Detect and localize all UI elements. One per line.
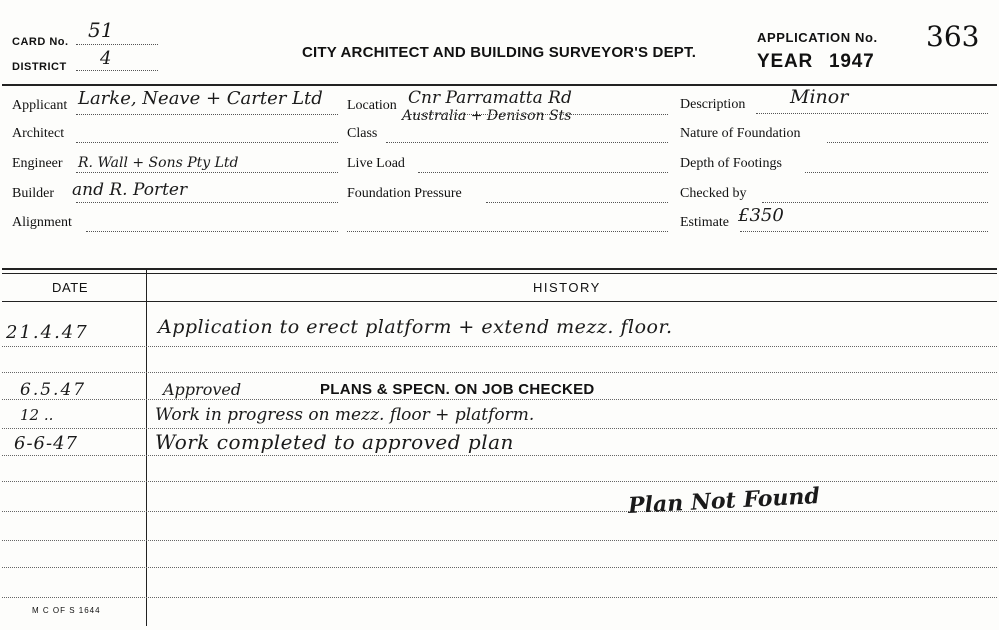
- district-value: 4: [100, 48, 112, 69]
- nature-of-foundation-label: Nature of Foundation: [680, 126, 801, 141]
- history-header: HISTORY: [533, 280, 601, 295]
- history-date: 12 ..: [20, 406, 54, 424]
- builder-value: and R. Porter: [72, 180, 188, 200]
- history-entry: Application to erect platform + extend mezz. floor.: [158, 316, 673, 338]
- year-label: YEAR: [757, 51, 813, 72]
- location-value-2: Australia + Denison Sts: [402, 108, 572, 124]
- card-no-value: 51: [88, 18, 114, 42]
- applicant-value: Larke, Neave + Carter Ltd: [78, 88, 323, 109]
- engineer-value: R. Wall + Sons Pty Ltd: [78, 155, 239, 171]
- applicant-label: Applicant: [12, 98, 68, 113]
- history-date: 21.4.47: [6, 322, 89, 343]
- date-header: DATE: [52, 280, 89, 295]
- architect-label: Architect: [12, 126, 65, 141]
- engineer-label: Engineer: [12, 156, 63, 171]
- plans-checked-stamp: PLANS & SPECN. ON JOB CHECKED: [320, 381, 595, 398]
- estimate-value: £350: [738, 205, 784, 226]
- location-label: Location: [347, 98, 397, 113]
- builder-label: Builder: [12, 186, 54, 201]
- history-top-rule: [2, 268, 997, 270]
- estimate-label: Estimate: [680, 215, 729, 230]
- dept-title: CITY ARCHITECT AND BUILDING SURVEYOR'S DEPT.: [302, 44, 697, 61]
- history-entry: Approved: [163, 380, 242, 399]
- history-date: 6-6-47: [14, 433, 78, 454]
- history-entry: Work completed to approved plan: [155, 430, 514, 454]
- foundation-pressure-label: Foundation Pressure: [347, 186, 462, 201]
- card-no-label: CARD No.: [12, 36, 69, 48]
- year-value: 1947: [829, 51, 875, 72]
- depth-of-footings-label: Depth of Footings: [680, 156, 782, 171]
- history-entry: Work in progress on mezz. floor + platform.: [155, 405, 535, 425]
- district-label: DISTRICT: [12, 61, 67, 73]
- description-value: Minor: [790, 86, 849, 108]
- history-date: 6.5.47: [20, 380, 87, 400]
- application-no-value: 363: [926, 20, 980, 53]
- description-label: Description: [680, 97, 746, 112]
- checked-by-label: Checked by: [680, 186, 747, 201]
- history-header-rule: [2, 301, 997, 302]
- live-load-label: Live Load: [347, 156, 405, 171]
- form-code: M C OF S 1644: [32, 606, 101, 615]
- location-value: Cnr Parramatta Rd: [408, 88, 572, 108]
- date-column-divider: [146, 270, 147, 626]
- alignment-label: Alignment: [12, 215, 72, 230]
- plan-not-found-note: Plan Not Found: [627, 482, 821, 520]
- class-label: Class: [347, 126, 378, 141]
- application-no-label: APPLICATION No.: [757, 30, 878, 45]
